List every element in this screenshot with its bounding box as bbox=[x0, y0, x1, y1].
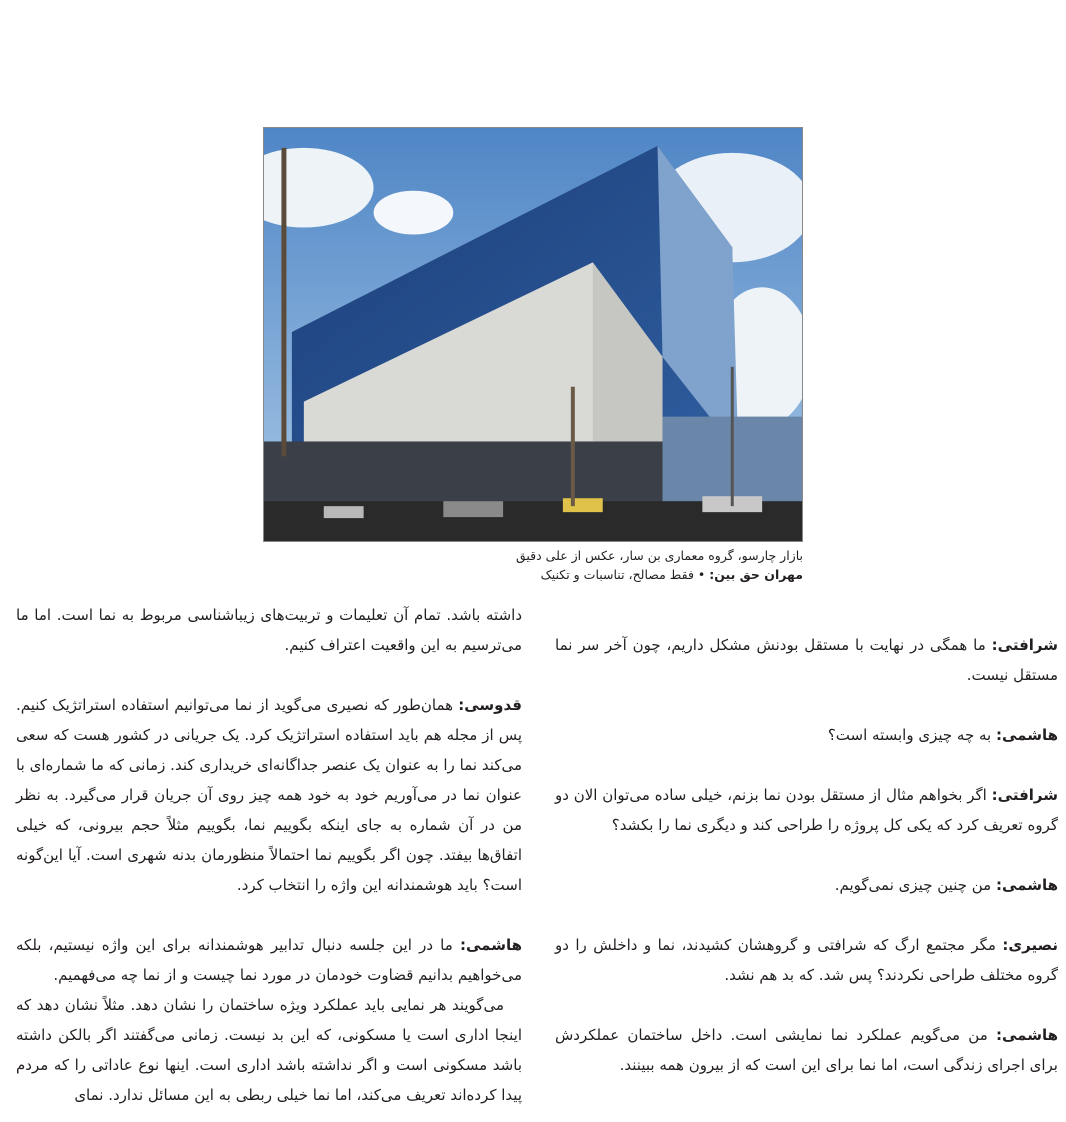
photo-illustration bbox=[264, 128, 802, 541]
dialogue-text: همان‌طور که نصیری می‌گوید از نما می‌توانیم استفاده استراتژیک کنیم. پس از مجله هم باید استفاده استراتژیک کرد. یک جریانی در کشور هست که سعی می‌کند نما را به عنوان یک عنصر جداگانه‌ای خریداری کند. زمانی که ما شماره‌ای با عنوان نما در می‌آوریم خود به خود همه چیز روی آن جریان قرار می‌گیرد. به نظر من در آن شماره به جای اینکه بگوییم نما، بگوییم مثلاً حجم بیرونی، که خیلی اتفاق‌ها بیفتد. چون اگر بگوییم نما احتمالاً منظورمان بدنه شهری است. آیا این‌گونه است؟ باید هوشمندانه این واژه را انتخاب کرد. bbox=[16, 696, 522, 894]
speaker-name: قدوسی: bbox=[458, 696, 522, 714]
body-paragraph: داشته باشد. تمام آن تعلیمات و تربیت‌های زیباشناسی مربوط به نما است. اما ما می‌ترسیم به این واقعیت اعتراف کنیم. bbox=[16, 606, 522, 654]
dialogue-text: مگر مجتمع ارگ که شرافتی و گروهشان کشیدند، نما و داخلش را دو گروه مختلف طراحی نکردند؟ پس شد. که بد هم نشد. bbox=[555, 936, 1058, 984]
speaker-name: هاشمی: bbox=[995, 726, 1058, 744]
body-paragraph: می‌گویند هر نمایی باید عملکرد ویژه ساختمان را نشان دهد. مثلاً نشان دهد که اینجا اداری است یا مسکونی، که این بد نیست. زمانی می‌گفتند اگر بالکن داشته باشد مسکونی است و اگر نداشته باشد اداری است. اینها نوع عاداتی را که مردم پیدا کرده‌اند تعریف می‌کند، اما نما خیلی ربطی به این مسائل ندارد. نمای bbox=[16, 996, 522, 1104]
dialogue-paragraph bbox=[555, 1020, 1058, 1080]
dialogue-text: به چه چیزی وابسته است؟ bbox=[827, 726, 996, 744]
caption-line: بازار چارسو، گروه معماری بن سار، عکس از علی دقیق bbox=[515, 548, 803, 563]
dialogue-text: من می‌گویم عملکرد نما نمایشی است. داخل ساختمان عملکردش برای اجرای زندگی است، اما نما برای این است که از بیرون همه ببینند. bbox=[555, 1026, 1058, 1074]
photo-caption bbox=[263, 546, 803, 584]
dialogue-text: ما در این جلسه دنبال تدابیر هوشمندانه برای این واژه نیستیم، بلکه می‌خواهیم بدانیم قضاوت خودمان در مورد نما چیست و از نما چه می‌فهمیم. bbox=[16, 936, 522, 984]
speaker-name: هاشمی: bbox=[459, 936, 522, 954]
dialogue-paragraph bbox=[16, 930, 522, 990]
speaker-name: شرافتی: bbox=[991, 636, 1058, 654]
dialogue-text: اگر بخواهم مثال از مستقل بودن نما بزنم، خیلی ساده می‌توان الان دو گروه تعریف کرد که یکی کل پروژه را طراحی کند و دیگری نما را بکشد؟ bbox=[555, 786, 1058, 834]
dialogue-text: من چنین چیزی نمی‌گویم. bbox=[834, 876, 996, 894]
pullquote-text: • فقط مصالح، تناسبات و تکنیک bbox=[540, 567, 710, 582]
pullquote-speaker: مهران حق بین: bbox=[709, 567, 803, 582]
right-column bbox=[555, 600, 1058, 1080]
dialogue-paragraph bbox=[555, 720, 1058, 750]
speaker-name: هاشمی: bbox=[995, 876, 1058, 894]
speaker-name: نصیری: bbox=[1002, 936, 1058, 954]
dialogue-paragraph bbox=[555, 870, 1058, 900]
speaker-name: شرافتی: bbox=[991, 786, 1058, 804]
dialogue-paragraph bbox=[555, 630, 1058, 690]
dialogue-paragraph bbox=[16, 690, 522, 900]
caption-pullquote bbox=[263, 565, 803, 584]
dialogue-paragraph bbox=[555, 930, 1058, 990]
dialogue-paragraph bbox=[555, 780, 1058, 840]
speaker-name: هاشمی: bbox=[995, 1026, 1058, 1044]
building-photo bbox=[263, 127, 803, 542]
left-column bbox=[16, 600, 522, 1110]
dialogue-text: ما همگی در نهایت با مستقل بودنش مشکل داریم، چون آخر سر نما مستقل نیست. bbox=[555, 636, 1058, 684]
